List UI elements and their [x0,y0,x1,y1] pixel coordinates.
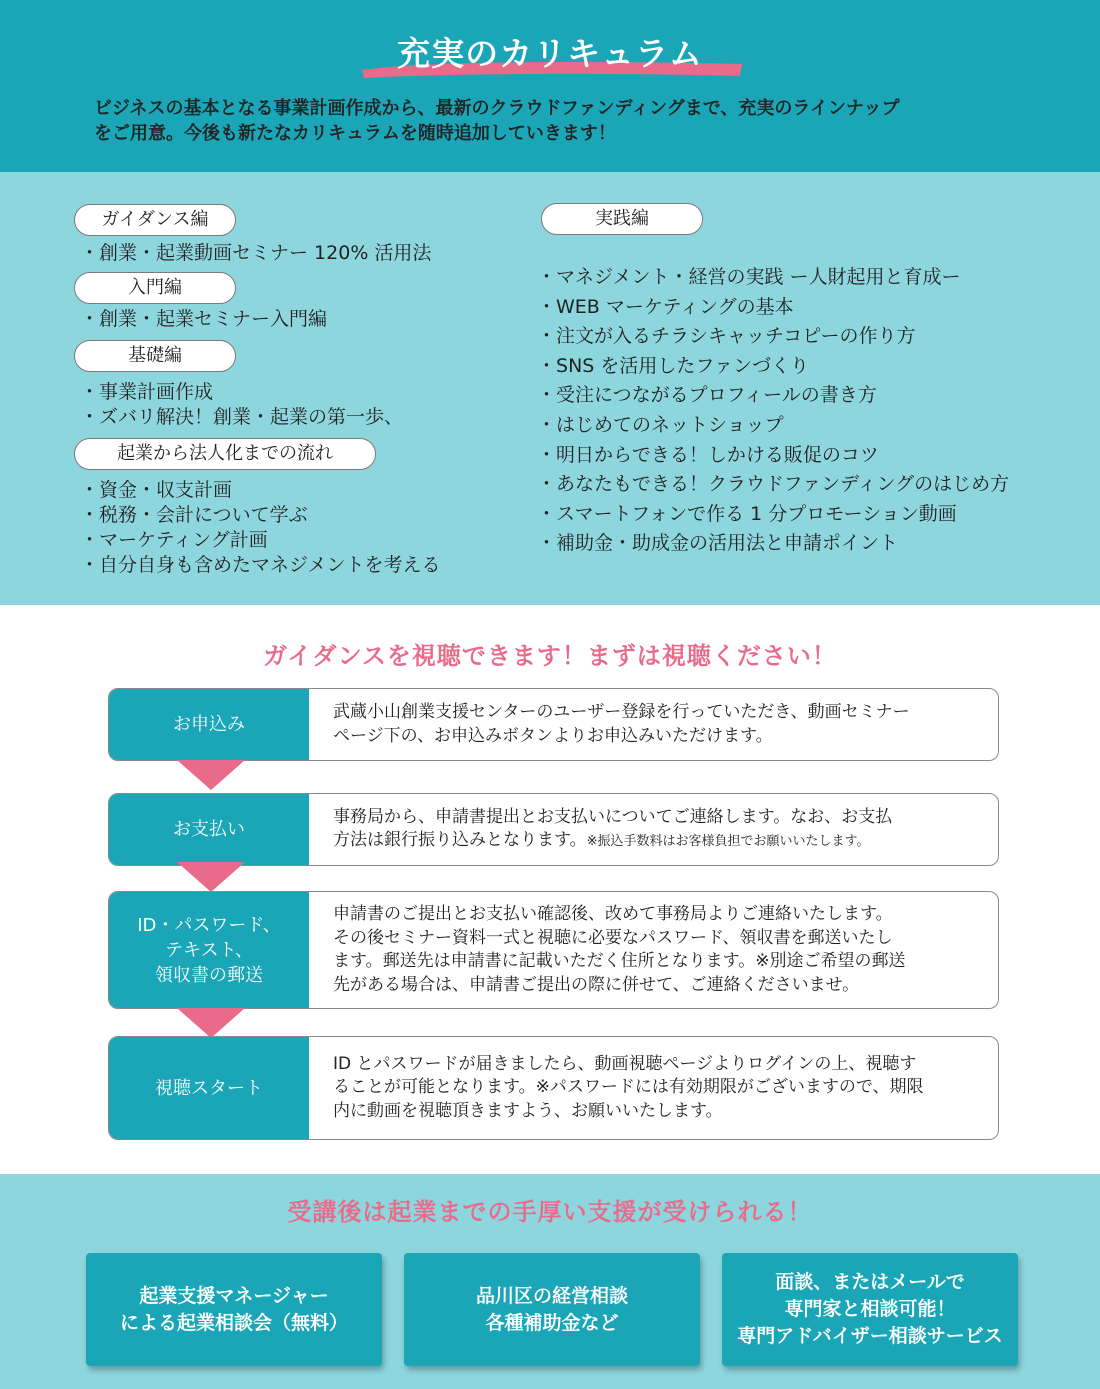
card-line: 面談、またはメールで [775,1271,965,1293]
support-card-advisor [722,1253,1018,1366]
step-shipping [108,891,999,1009]
list-item: ・ 補助金・助成金の活用法と申請ポイント [537,529,1009,559]
down-arrow-icon [177,862,245,892]
step-payment [108,793,999,866]
list-item: ・ WEB マーケティングの基本 [537,293,1009,323]
intro-line: をご用意。今後も新たなカリキュラムを随時追加していきます！ [94,123,616,144]
card-line: 専門アドバイザー相談サービス [737,1325,1003,1347]
step-label-line: ID・パスワード、 [137,914,281,936]
step-description [309,892,998,1008]
category-practice-label: 実践編 [541,203,703,235]
title-wrap [0,28,1100,75]
step-label [109,892,309,1008]
step-application [108,688,999,761]
step-viewing-start [108,1036,999,1140]
card-line: 起業支援マネージャー [139,1284,329,1307]
list-item: ・ マーケティング計画 [80,528,440,553]
list-item: ・ 明日からできる！しかける販促のコツ [537,441,1009,471]
category-incorporation-label: 起業から法人化までの流れ [74,438,376,470]
card-line: 専門家と相談可能！ [784,1298,956,1320]
page-title: 充実のカリキュラム [397,34,703,73]
incorporation-list [80,478,440,578]
support-heading: 受講後は起業までの手厚い支援が受けられる！ [287,1198,813,1226]
step-text-line: 先がある場合は、申請書ご提出の際に併せて、ご連絡くださいませ。 [333,974,860,995]
intro-text [94,96,1024,146]
guide-heading: ガイダンスを視聴できます！まずは視聴ください！ [263,642,837,670]
step-label-line: 領収書の郵送 [155,964,263,986]
down-arrow-icon [177,1008,245,1038]
step-text-line [333,829,892,854]
list-item: ・ 事業計画作成 [80,380,403,405]
list-item: ・ マネジメント・経営の実践 ー人財起用と育成ー [537,263,1009,293]
list-item: ・ 注文が入るチラシキャッチコピーの作り方 [537,322,1009,352]
list-item: ・ 資金・収支計画 [80,478,440,503]
step-text-line: ページ下の、お申込みボタンよりお申込みいただけます。 [333,725,773,746]
step-note: ※振込手数料はお客様負担でお願いいたします。 [586,834,870,849]
step-text-span: 方法は銀行振り込みとなります。 [333,830,587,850]
step-description [309,794,998,865]
list-item: ・ 創業・起業セミナー入門編 [80,307,327,332]
card-line: 品川区の経営相談 [475,1284,628,1307]
guidance-list [80,241,431,266]
list-item: ・ はじめてのネットショップ [537,411,1009,441]
step-text-line: ます。郵送先は申請書に記載いただく住所となります。※別途ご希望の郵送 [333,951,906,971]
card-line: 各種補助金など [485,1311,619,1334]
card-line: による起業相談会（無料） [119,1311,348,1334]
step-label: お申込み [109,689,309,760]
list-item: ・ 税務・会計について学ぶ [80,503,440,528]
step-text-line: 内に動画を視聴頂きますよう、お願いいたします。 [333,1100,723,1121]
step-text-line: 事務局から、申請書提出とお支払いについてご連絡します。なお、お支払 [333,806,893,827]
basics-list [80,380,403,430]
list-item: ・ 受注につながるプロフィールの書き方 [537,381,1009,411]
category-intro-label: 入門編 [74,272,236,304]
step-label: お支払い [109,794,309,865]
header-banner [0,0,1100,172]
step-description [309,689,998,760]
step-text-line: その後セミナー資料一式と視聴に必要なパスワード、領収書を郵送いたし [333,927,893,948]
step-text-line: 申請書のご提出とお支払い確認後、改めて事務局よりご連絡いたします。 [333,904,893,924]
list-item: ・ スマートフォンで作る 1 分プロモーション動画 [537,500,1009,530]
list-item: ・ SNS を活用したファンづくり [537,352,1009,382]
step-text-line: ID とパスワードが届きましたら、動画視聴ページよりログインの上、視聴す [333,1053,917,1074]
list-item: ・ あなたもできる！クラウドファンディングのはじめ方 [537,470,1009,500]
step-label: 視聴スタート [109,1037,309,1139]
list-item: ・ ズバリ解決！創業・起業の第一歩、 [80,405,403,430]
support-card-management [404,1253,700,1366]
support-card-consultation [86,1253,382,1366]
step-description [309,1037,998,1139]
list-item: ・ 創業・起業動画セミナー 120% 活用法 [80,241,431,266]
step-text-line: 武蔵小山創業支援センターのユーザー登録を行っていただき、動画セミナー [333,702,910,722]
step-text-line: ることが可能となります。※パスワードには有効期限がございますので、期限 [333,1077,924,1098]
intro-line: ビジネスの基本となる事業計画作成から、最新のクラウドファンディングまで、充実のラインナップ [94,98,900,119]
step-label-line: テキスト、 [164,939,254,961]
list-item: ・ 自分自身も含めたマネジメントを考える [80,553,440,578]
intro-list [80,307,327,332]
category-basics-label: 基礎編 [74,340,236,372]
down-arrow-icon [177,760,245,790]
practice-list [537,263,1009,559]
category-guidance-label: ガイダンス編 [74,204,236,236]
